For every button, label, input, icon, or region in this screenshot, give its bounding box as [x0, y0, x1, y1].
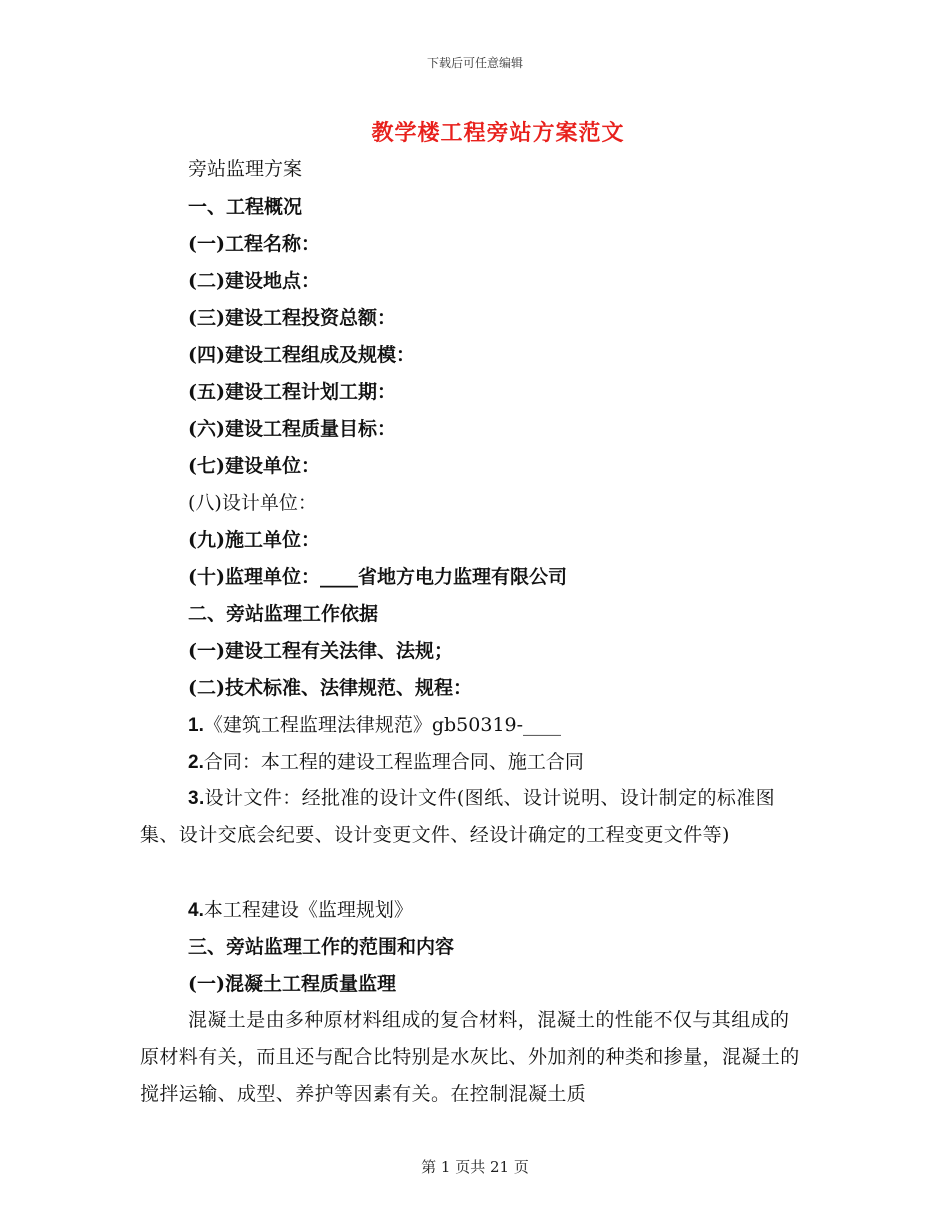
list-item-3 [140, 780, 805, 854]
field-owner-unit: (七)建设单位： [188, 455, 320, 477]
field-quality-goal: (六)建设工程质量目标： [188, 418, 396, 440]
list-item-text: 《建筑工程监理法律规范》gb50319-____ [203, 714, 562, 736]
field-planned-duration: (五)建设工程计划工期： [188, 381, 396, 403]
field-construction-unit: (九)施工单位： [188, 529, 320, 551]
basis-standards: (二)技术标准、法律规范、规程： [188, 677, 472, 699]
list-item-1 [188, 712, 561, 739]
field-composition-scale: (四)建设工程组成及规模： [188, 344, 415, 366]
field-total-investment: (三)建设工程投资总额： [188, 307, 396, 329]
header-note: 下载后可任意编辑 [426, 56, 523, 70]
section-1-heading: 一、工程概况 [188, 196, 303, 218]
field-design-unit: (八)设计单位： [188, 492, 317, 514]
page-footer: 第 1 页共 21 页 [421, 1158, 529, 1176]
body-paragraph: 混凝土是由多种原材料组成的复合材料，混凝土的性能不仅与其组成的原材料有关，而且还与配合比特别是水灰比、外加剂的种类和掺量，混凝土的搅拌运输、成型、养护等因素有关。在控制混凝土质 [140, 1009, 800, 1105]
list-item-number: 1. [188, 715, 204, 736]
list-item-number: 2. [188, 752, 204, 773]
section-2-heading: 二、旁站监理工作依据 [188, 603, 379, 625]
list-item-text: 设计文件：经批准的设计文件(图纸、设计说明、设计制定的标准图集、设计交底会纪要、设计变更文件、经设计确定的工程变更文件等) [140, 787, 776, 846]
list-item-number: 4. [188, 900, 204, 921]
field-construction-site: (二)建设地点： [188, 270, 320, 292]
document-title: 教学楼工程旁站方案范文 [371, 120, 625, 146]
basis-laws: (一)建设工程有关法律、法规； [188, 640, 453, 662]
section-3-subheading: (一)混凝土工程质量监理 [188, 973, 396, 995]
plan-heading: 旁站监理方案 [188, 158, 303, 180]
section-3-heading: 三、旁站监理工作的范围和内容 [188, 936, 455, 958]
list-item-text: 合同：本工程的建设工程监理合同、施工合同 [203, 751, 584, 773]
field-project-name: (一)工程名称： [188, 233, 320, 255]
list-item-2 [188, 749, 584, 776]
list-item-text: 本工程建设《监理规划》 [203, 899, 413, 921]
list-item-4 [188, 897, 413, 924]
list-item-number: 3. [188, 788, 205, 809]
field-supervision-unit: (十)监理单位：____省地方电力监理有限公司 [188, 566, 567, 588]
